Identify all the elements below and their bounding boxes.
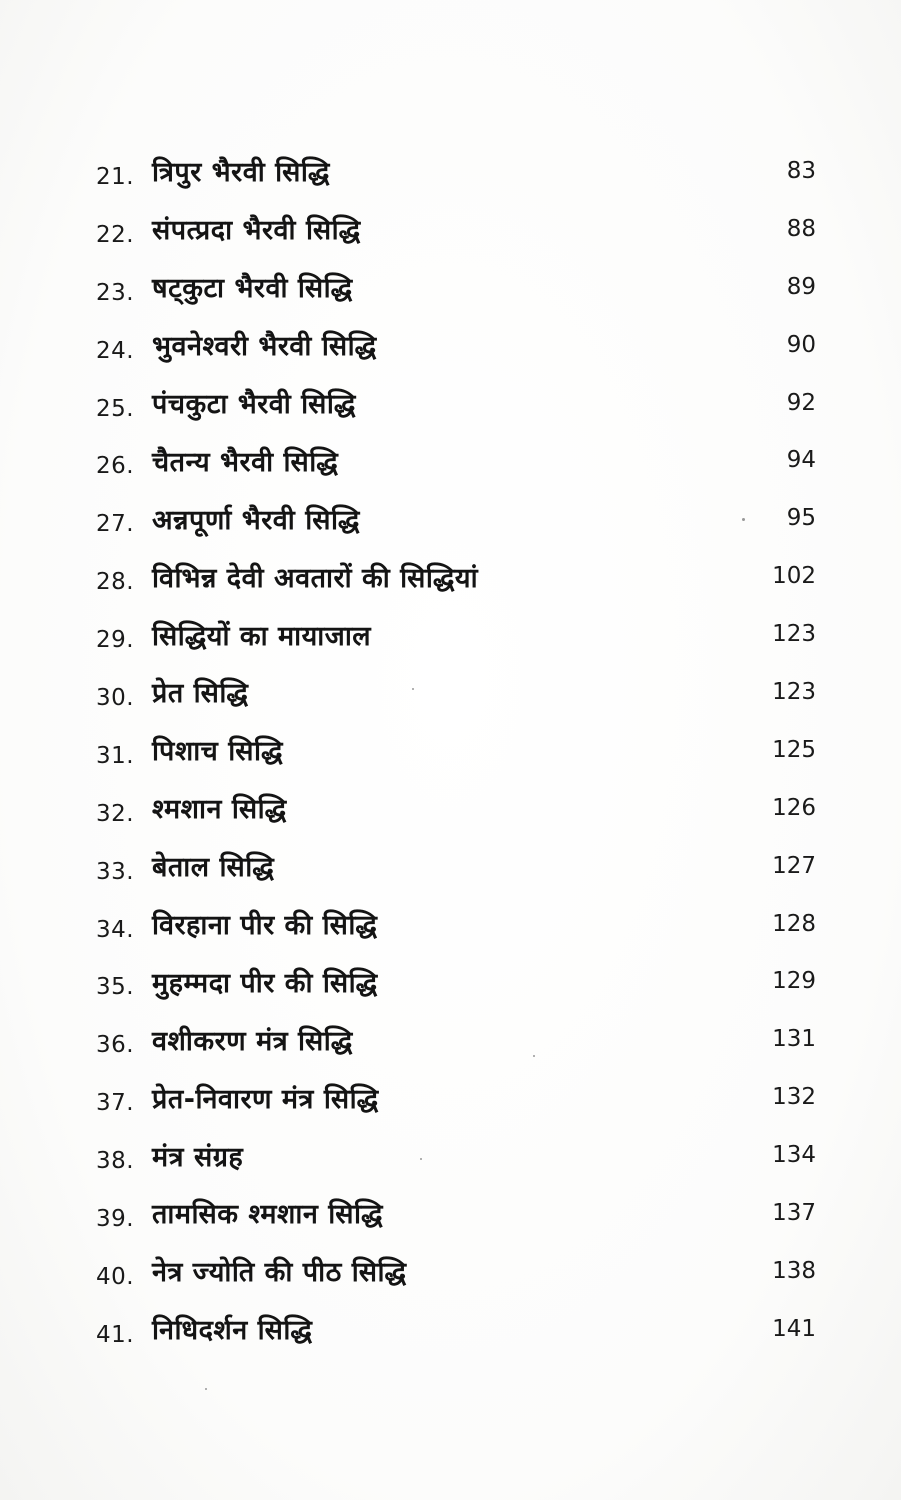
entry-page-number: 102 <box>772 563 816 590</box>
entry-number: 28. <box>96 569 135 596</box>
entry-number: 30. <box>96 684 135 711</box>
toc-entry <box>96 142 826 200</box>
entry-page-number: 129 <box>772 968 816 995</box>
entry-title: संपत्प्रदा भैरवी सिद्धि <box>152 215 361 247</box>
entry-page-number: 127 <box>772 852 816 879</box>
entry-title: मुहम्मदा पीर की सिद्धि <box>152 967 378 999</box>
scan-speck <box>420 1158 422 1160</box>
entry-title: पिशाच सिद्धि <box>152 736 284 768</box>
entry-page-number: 90 <box>786 331 816 358</box>
entry-page-number: 137 <box>772 1199 816 1226</box>
entry-title: वशीकरण मंत्र सिद्धि <box>152 1025 353 1057</box>
entry-page-number: 92 <box>786 389 816 416</box>
entry-number: 29. <box>96 627 135 654</box>
toc-entry <box>96 547 826 605</box>
entry-number: 40. <box>96 1263 135 1290</box>
toc-entry <box>96 721 826 779</box>
entry-number: 31. <box>96 742 135 769</box>
toc-entry <box>96 605 826 663</box>
toc-entry <box>96 1126 826 1184</box>
toc-entry <box>96 374 826 432</box>
scan-speck <box>533 1055 535 1057</box>
entry-page-number: 89 <box>786 273 816 300</box>
toc-entry <box>96 837 826 895</box>
entry-title: नेत्र ज्योति की पीठ सिद्धि <box>152 1257 407 1289</box>
entry-title: विरहाना पीर की सिद्धि <box>152 910 378 942</box>
entry-number: 25. <box>96 395 135 422</box>
toc-entry <box>96 489 826 547</box>
toc-entry <box>96 952 826 1010</box>
entry-number: 36. <box>96 1032 135 1059</box>
entry-page-number: 123 <box>772 678 816 705</box>
entry-title: अन्नपूर्णा भैरवी सिद्धि <box>152 504 361 536</box>
entry-title: तामसिक श्मशान सिद्धि <box>152 1199 384 1231</box>
toc-entry <box>96 895 826 953</box>
entry-number: 22. <box>96 221 135 248</box>
entry-number: 26. <box>96 453 135 480</box>
entry-title: चैतन्य भैरवी सिद्धि <box>152 446 339 478</box>
entry-number: 37. <box>96 1090 135 1117</box>
entry-page-number: 131 <box>772 1026 816 1053</box>
toc-entry <box>96 431 826 489</box>
entry-number: 35. <box>96 974 135 1001</box>
entry-number: 33. <box>96 858 135 885</box>
toc-entry <box>96 1300 826 1358</box>
entry-number: 24. <box>96 337 135 364</box>
entry-title: पंचकुटा भैरवी सिद्धि <box>152 389 356 420</box>
entry-title: प्रेत सिद्धि <box>152 678 249 710</box>
toc-entry <box>96 1184 826 1242</box>
entry-number: 38. <box>96 1148 135 1175</box>
entry-page-number: 138 <box>772 1257 816 1284</box>
toc-entry <box>96 258 826 316</box>
entry-page-number: 132 <box>772 1084 816 1111</box>
entry-number: 34. <box>96 916 135 943</box>
toc-entry <box>96 316 826 374</box>
entry-title: विभिन्न देवी अवतारों की सिद्धियां <box>152 562 479 594</box>
entry-number: 39. <box>96 1205 135 1232</box>
entry-number: 41. <box>96 1321 135 1348</box>
entry-title: भुवनेश्वरी भैरवी सिद्धि <box>152 331 377 363</box>
entry-page-number: 125 <box>772 736 816 763</box>
entry-page-number: 134 <box>772 1142 816 1169</box>
entry-title: सिद्धियों का मायाजाल <box>152 620 372 652</box>
entry-number: 32. <box>96 800 135 827</box>
toc-entry <box>96 1010 826 1068</box>
entry-title: बेताल सिद्धि <box>152 852 275 884</box>
entry-page-number: 88 <box>786 215 816 242</box>
entry-title: निधिदर्शन सिद्धि <box>152 1315 313 1347</box>
scan-speck <box>205 1388 207 1390</box>
entry-page-number: 126 <box>772 794 816 821</box>
toc-entry <box>96 779 826 837</box>
entry-page-number: 95 <box>786 505 816 532</box>
entry-title: श्मशान सिद्धि <box>152 794 287 826</box>
entry-number: 27. <box>96 511 135 538</box>
entry-page-number: 128 <box>772 910 816 937</box>
table-of-contents <box>96 142 826 1358</box>
entry-title: मंत्र संग्रह <box>152 1141 244 1173</box>
entry-page-number: 123 <box>772 621 816 648</box>
entry-number: 23. <box>96 279 135 306</box>
toc-entry <box>96 200 826 258</box>
entry-page-number: 141 <box>772 1315 816 1342</box>
toc-entry <box>96 663 826 721</box>
entry-title: त्रिपुर भैरवी सिद्धि <box>152 157 330 189</box>
entry-page-number: 94 <box>786 447 816 474</box>
scan-speck <box>742 518 745 521</box>
entry-title: षट्कुटा भैरवी सिद्धि <box>152 273 353 305</box>
entry-number: 21. <box>96 163 135 190</box>
entry-page-number: 83 <box>786 157 816 184</box>
toc-entry <box>96 1242 826 1300</box>
entry-title: प्रेत-निवारण मंत्र सिद्धि <box>152 1083 379 1115</box>
scan-speck <box>412 688 414 690</box>
toc-entry <box>96 1068 826 1126</box>
